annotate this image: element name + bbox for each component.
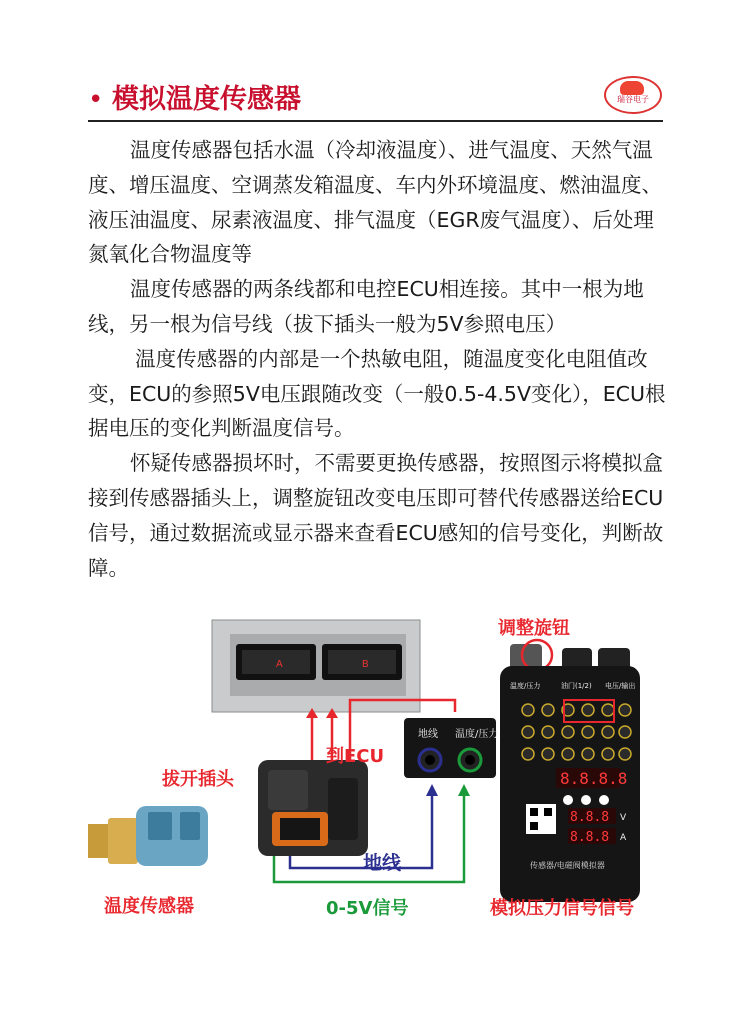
logo-text: 瑞谷电子	[617, 95, 649, 104]
label-signal: 0-5V信号	[326, 898, 409, 919]
device-label-throttle: 油门(1/2)	[561, 682, 592, 690]
section-header	[88, 80, 663, 122]
temperature-sensor	[88, 806, 208, 866]
socket-ground-label: 地线	[418, 729, 438, 740]
brand-logo	[604, 76, 662, 114]
paragraph-sensor-types: 温度传感器包括水温（冷却液温度）、进气温度、天然气温度、增压温度、空调蒸发箱温度、车内外环境温度、燃油温度、液压油温度、尿素液温度、排气温度（EGR废气温度）、后处理氮氧化合物温度等	[88, 138, 662, 267]
paragraph-wiring: 温度传感器的两条线都和电控ECU相连接。其中一根为地线，另一根为信号线（拔下插头一般为5V参照电压）	[88, 277, 644, 336]
ecu-pin-a-label: A	[276, 659, 283, 670]
header-rule	[88, 120, 663, 122]
title-bullet: •	[88, 85, 104, 115]
device-bottom-label: 传感器/电磁阀模拟器	[530, 861, 605, 870]
device-display-main: 8.8.8.8	[560, 769, 628, 788]
simulator-device	[500, 640, 640, 902]
wiring-diagram	[0, 600, 750, 1011]
connector-plug	[258, 760, 368, 856]
paragraph-thermistor: 温度传感器的内部是一个热敏电阻，随温度变化电阻值改变，ECU的参照5V电压跟随改变（一般0.5-4.5V变化），ECU根据电压的变化判断温度信号。	[88, 346, 666, 441]
label-temp-sensor: 温度传感器	[104, 896, 194, 917]
label-simulator: 模拟压力信号信号	[490, 898, 634, 919]
handshake-icon	[620, 81, 644, 95]
device-display-voltage: 8.8.8	[570, 810, 610, 825]
device-label-temp: 温度/压力	[510, 682, 541, 690]
label-ground-wire: 地线	[363, 852, 402, 874]
article-body	[88, 133, 673, 585]
device-display-current: 8.8.8	[570, 830, 610, 845]
label-adjust-knob: 调整旋钮	[498, 618, 570, 639]
unit-a-label: A	[620, 833, 627, 843]
diagram-artwork	[0, 600, 750, 1011]
device-label-voltage: 电压/输出	[605, 682, 636, 690]
socket-box	[404, 718, 498, 778]
unit-v-label: V	[620, 813, 627, 823]
paragraph-diagnosis: 怀疑传感器损坏时，不需要更换传感器，按照图示将模拟盒接到传感器插头上，调整旋钮改变电压即可替代传感器送给ECU信号，通过数据流或显示器来查看ECU感知的信号变化，判断故障。	[88, 451, 664, 580]
ecu-unit	[212, 620, 420, 712]
label-to-ecu: 到ECU	[326, 746, 385, 767]
socket-temp-label: 温度/压力	[455, 729, 499, 740]
label-unplug: 拔开插头	[162, 769, 234, 790]
ecu-pin-b-label: B	[362, 659, 369, 670]
page-title: 模拟温度传感器	[112, 84, 301, 115]
